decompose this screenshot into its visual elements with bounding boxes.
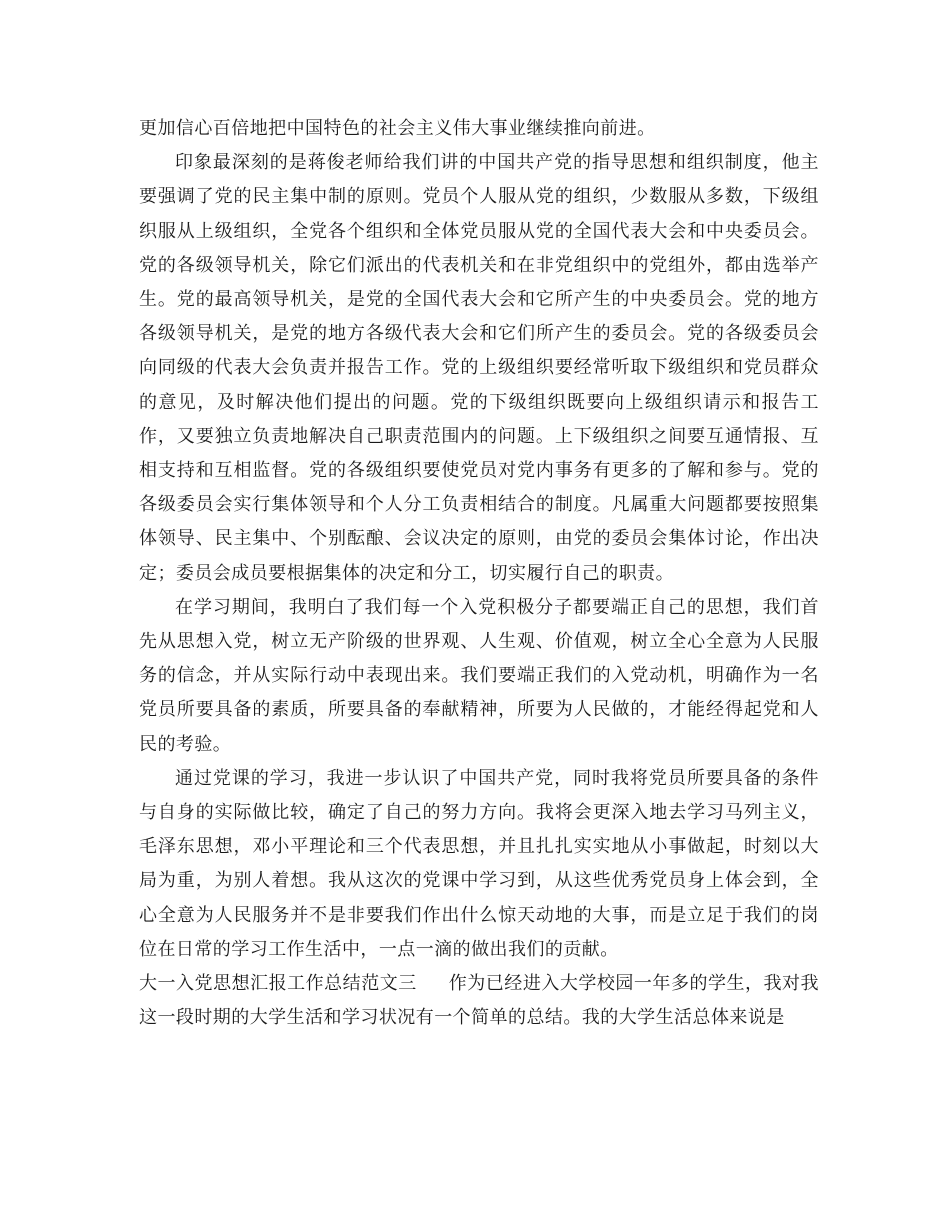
paragraph-study-period: 在学习期间，我明白了我们每一个入党积极分子都要端正自己的思想，我们首先从思想入党，树立无产阶级的世界观、人生观、价值观，树立全心全意为人民服务的信念，并从实际行动中表现出来。我们要端正我们的入党动机，明确作为一名党员所要具备的素质，所要具备的奉献精神，所要为人民做的，才能经得起党和人民的考验。 — [139, 596, 819, 755]
paragraph-continuation: 更加信心百倍地把中国特色的社会主义伟大事业继续推向前进。 — [139, 118, 656, 139]
section-three — [139, 967, 819, 1035]
section-title: 大一入党思想汇报工作总结范文三 — [139, 973, 417, 995]
paragraph-party-course: 通过党课的学习，我进一步认识了中国共产党，同时我将党员所要具备的条件与自身的实际做比较，确定了自己的努力方向。我将会更深入地去学习马列主义，毛泽东思想，邓小平理论和三个代表思想，并且扎扎实实地从小事做起，时刻以大局为重，为别人着想。我从这次的党课中学习到，从这些优秀党员身上体会到，全心全意为人民服务并不是非要我们作出什么惊天动地的大事，而是立足于我们的岗位在日常的学习工作生活中，一点一滴的做出我们的贡献。 — [139, 767, 819, 960]
paragraph-organization-system: 印象最深刻的是蒋俊老师给我们讲的中国共产党的指导思想和组织制度，他主要强调了党的民主集中制的原则。党员个人服从党的组织，少数服从多数，下级组织服从上级组织，全党各个组织和全体党员服从党的全国代表大会和中央委员会。党的各级领导机关，除它们派出的代表机关和在非党组织中的党组外，都由选举产生。党的最高领导机关，是党的全国代表大会和它所产生的中央委员会。党的地方各级领导机关，是党的地方各级代表大会和它们所产生的委员会。党的各级委员会向同级的代表大会负责并报告工作。党的上级组织要经常听取下级组织和党员群众的意见，及时解决他们提出的问题。党的下级组织既要向上级组织请示和报告工作，又要独立负责地解决自己职责范围内的问题。上下级组织之间要互通情报、互相支持和互相监督。党的各级组织要使党员对党内事务有更多的了解和参与。党的各级委员会实行集体领导和个人分工负责相结合的制度。凡属重大问题都要按照集体领导、民主集中、个别酝酿、会议决定的原则，由党的委员会集体讨论，作出决定；委员会成员要根据集体的决定和分工，切实履行自己的职责。 — [139, 152, 819, 584]
document-body — [139, 112, 819, 1035]
section-text: 作为已经进入大学校园一年多的学生，我对我这一段时期的大学生活和学习状况有一个简单的总结。我的大学生活总体来说是 — [139, 973, 820, 1029]
